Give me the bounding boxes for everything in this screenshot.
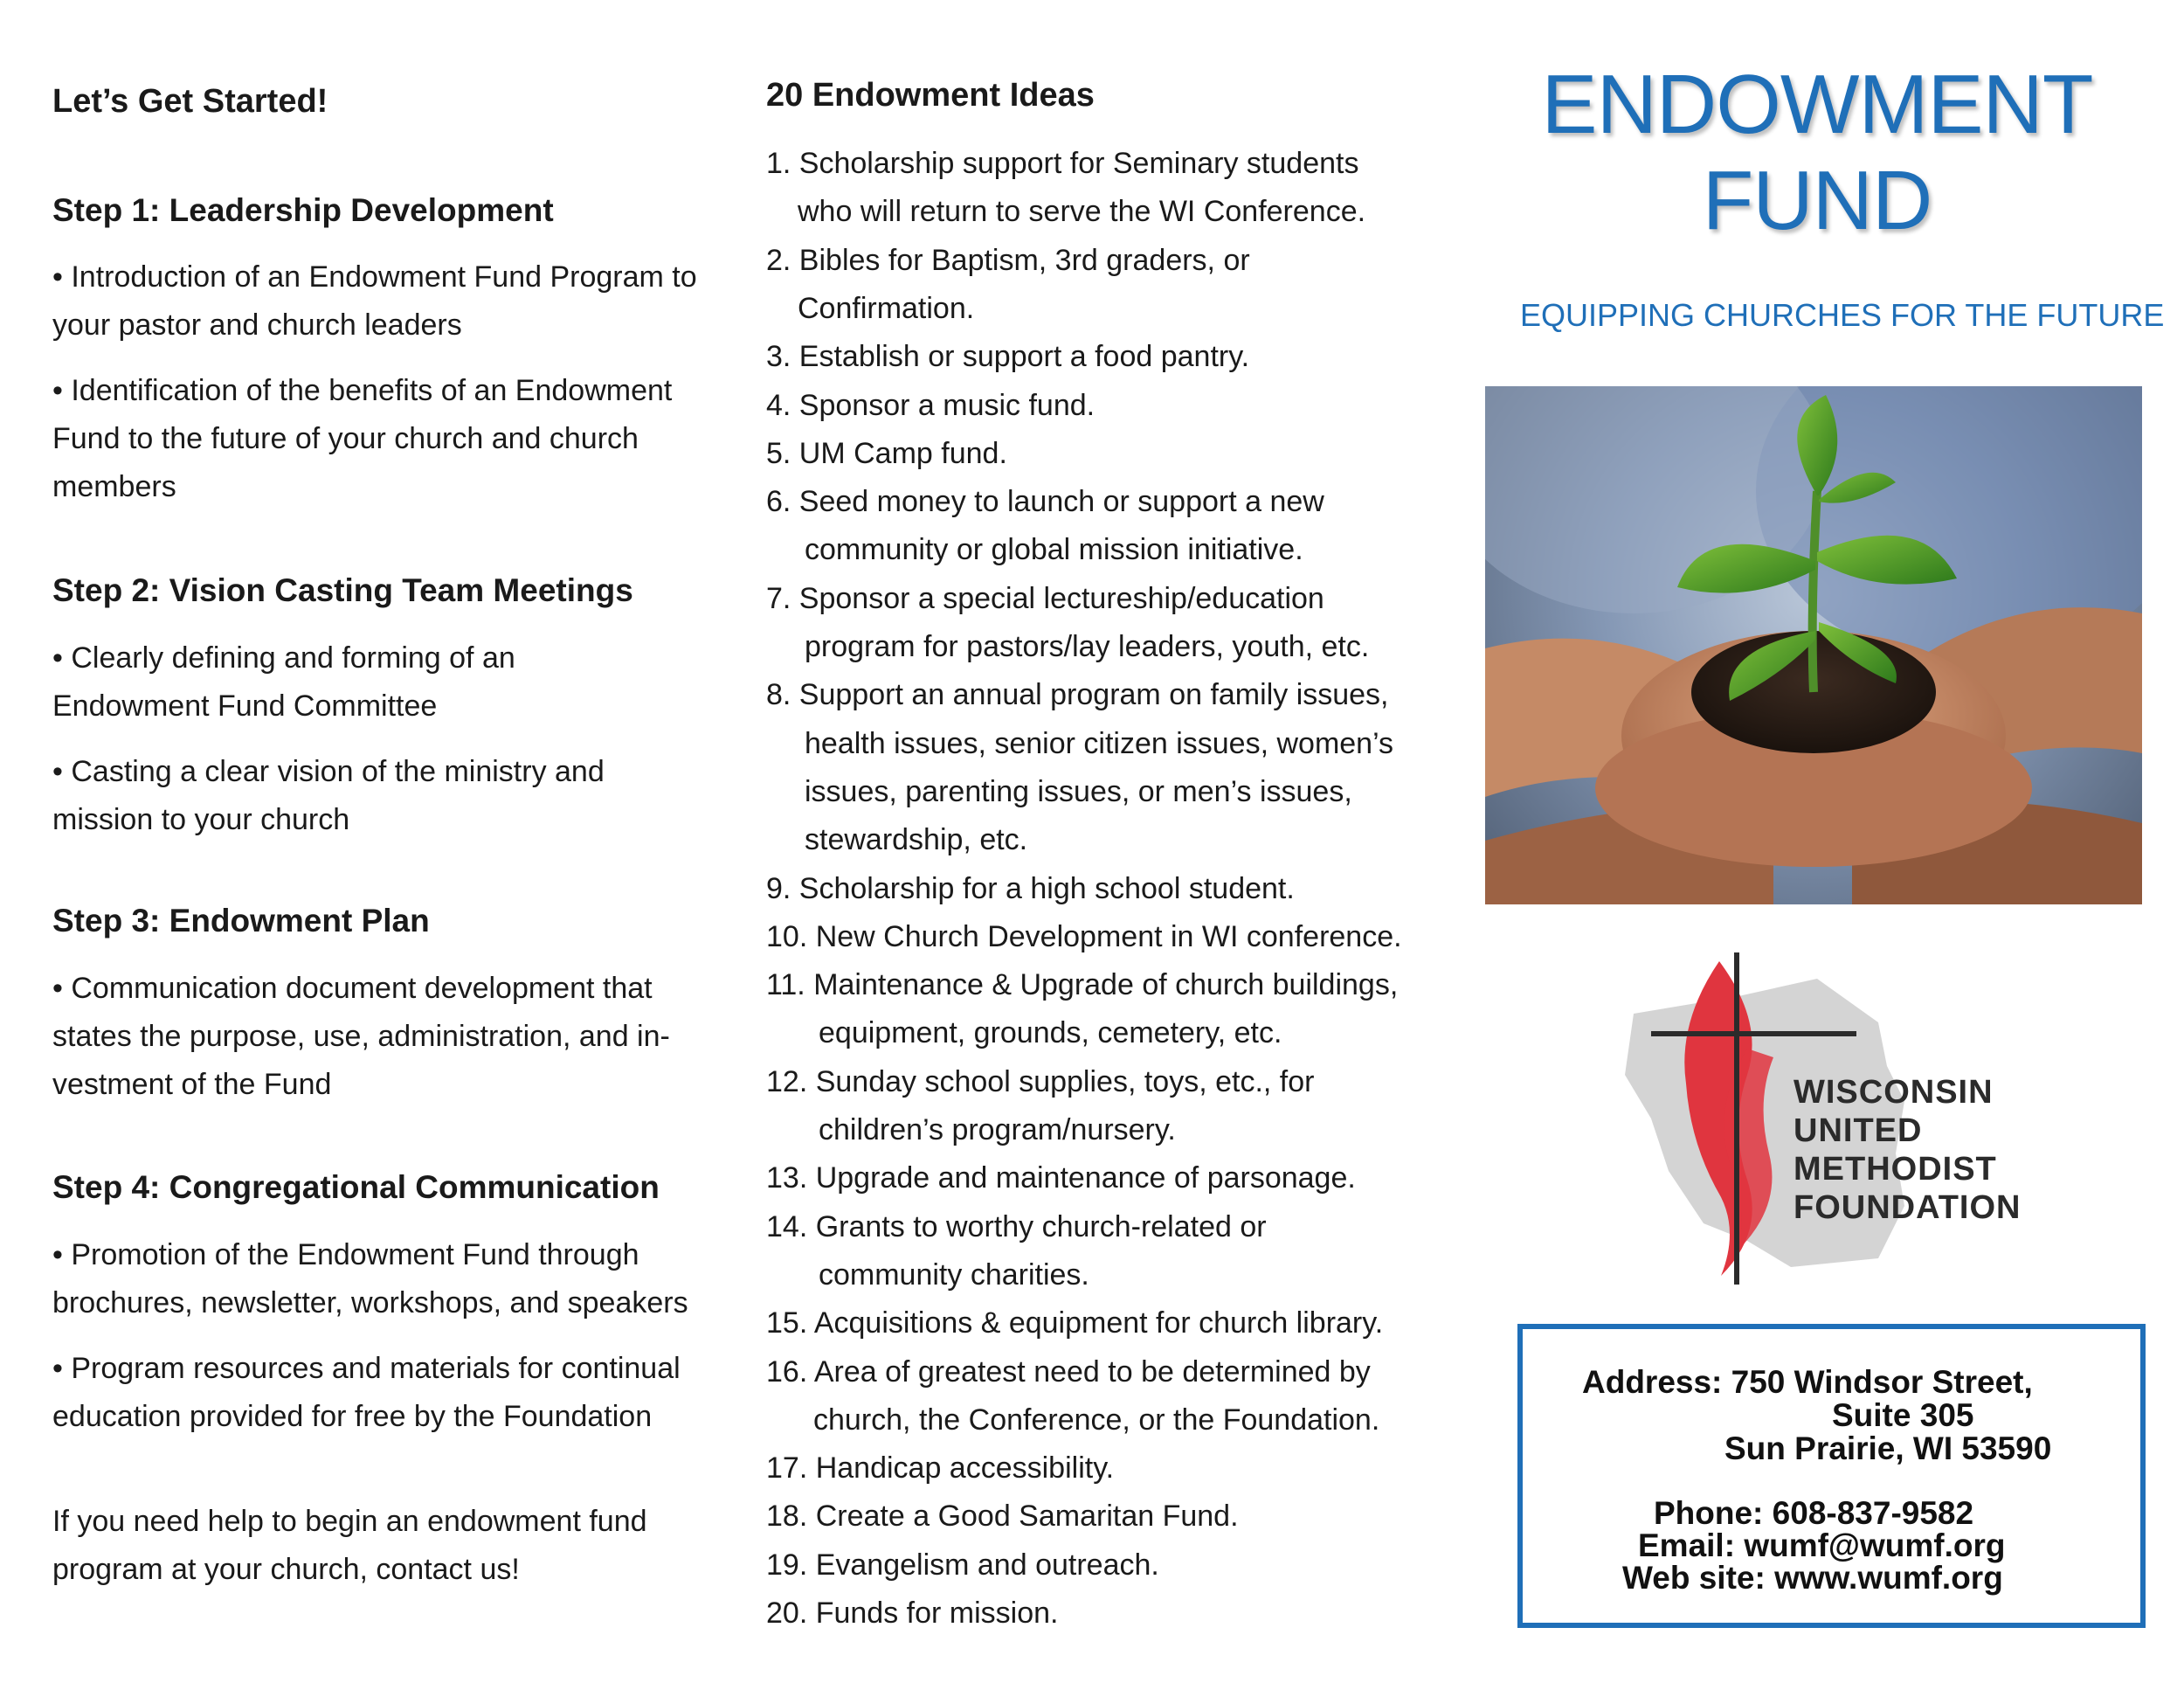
idea-line: program for pastors/lay leaders, youth, etc. [805, 630, 1370, 663]
text-line: • Clearly defining and forming of an [52, 641, 515, 675]
idea-line: 11. Maintenance & Upgrade of church buildings, [766, 968, 1399, 1002]
step-3-title: Step 3: Endowment Plan [52, 903, 430, 938]
idea-line: 6. Seed money to launch or support a new [766, 485, 1324, 519]
step-3-bullet-1 [52, 965, 751, 1109]
step-2-bullet-2 [52, 748, 751, 844]
idea-line: health issues, senior citizen issues, women’s [805, 726, 1394, 760]
text-line: • Program resources and materials for continual [52, 1352, 681, 1385]
cover-title-line-1: ENDOWMENT [1541, 58, 2093, 151]
idea-line: 2. Bibles for Baptism, 3rd graders, or [766, 243, 1250, 277]
idea-line: children’s program/nursery. [819, 1113, 1176, 1146]
idea-line: 12. Sunday school supplies, toys, etc., for [766, 1064, 1315, 1098]
logo-text-line: FOUNDATION [1794, 1189, 2022, 1226]
step-2-title: Step 2: Vision Casting Team Meetings [52, 572, 633, 608]
text-line: program at your church, contact us! [52, 1553, 520, 1586]
text-line: your pastor and church leaders [52, 308, 462, 342]
idea-line: 9. Scholarship for a high school student. [766, 871, 1295, 905]
text-line: vestment of the Fund [52, 1068, 332, 1101]
address-line-1: Address: 750 Windsor Street, [1582, 1364, 2033, 1400]
idea-line: 10. New Church Development in WI conference. [766, 919, 1402, 953]
idea-line: 1. Scholarship support for Seminary students [766, 147, 1359, 180]
idea-line: 4. Sponsor a music fund. [766, 388, 1095, 422]
idea-line: community charities. [819, 1257, 1089, 1292]
text-line: • Promotion of the Endowment Fund through [52, 1238, 639, 1271]
idea-line: equipment, grounds, cemetery, etc. [819, 1016, 1282, 1050]
step-4-bullet-2 [52, 1345, 751, 1441]
idea-line: Confirmation. [798, 291, 975, 325]
idea-line: 7. Sponsor a special lectureship/education [766, 581, 1324, 615]
closing-call-to-action [52, 1498, 751, 1594]
idea-line: 5. UM Camp fund. [766, 436, 1007, 470]
idea-line: church, the Conference, or the Foundation. [813, 1402, 1380, 1437]
wumf-logo [1616, 944, 2022, 1293]
idea-line: who will return to serve the WI Conference. [798, 195, 1366, 229]
idea-line: 15. Acquisitions & equipment for church library. [766, 1306, 1384, 1340]
logo-text-line: METHODIST [1794, 1151, 1997, 1188]
idea-line: stewardship, etc. [805, 823, 1028, 857]
idea-line: 8. Support an annual program on family issues, [766, 678, 1389, 712]
email-address: Email: wumf@wumf.org [1638, 1527, 2006, 1563]
text-line: mission to your church [52, 803, 350, 836]
idea-line: 18. Create a Good Samaritan Fund. [766, 1499, 1239, 1534]
logo-text-line: UNITED [1794, 1112, 1923, 1149]
text-line: If you need help to begin an endowment fund [52, 1505, 647, 1538]
foundation-name [1794, 1073, 2022, 1227]
ideas-title: 20 Endowment Ideas [766, 77, 1095, 114]
step-1-bullet-1 [52, 253, 751, 350]
text-line: Fund to the future of your church and church [52, 422, 639, 455]
text-line: • Identification of the benefits of an Endowment [52, 374, 673, 407]
idea-line: 3. Establish or support a food pantry. [766, 340, 1250, 374]
hands-holding-seedling-photo [1485, 386, 2142, 904]
step-4-title: Step 4: Congregational Communication [52, 1169, 660, 1205]
text-line: education provided for free by the Foundation [52, 1400, 653, 1433]
text-line: • Introduction of an Endowment Fund Program to [52, 260, 697, 294]
cover-title-line-2: FUND [1702, 154, 1932, 247]
text-line: states the purpose, use, administration, and in- [52, 1020, 670, 1053]
idea-line: 19. Evangelism and outreach. [766, 1548, 1159, 1582]
text-line: members [52, 470, 176, 503]
address-line-3: Sun Prairie, WI 53590 [1724, 1430, 2052, 1466]
idea-line: 14. Grants to worthy church-related or [766, 1209, 1267, 1243]
idea-line: 16. Area of greatest need to be determined by [766, 1354, 1371, 1389]
idea-line: 20. Funds for mission. [766, 1596, 1059, 1630]
address-line-2: Suite 305 [1832, 1397, 1974, 1433]
website-url: Web site: www.wumf.org [1622, 1560, 2003, 1596]
step-4-bullet-1 [52, 1231, 751, 1327]
step-1-bullet-2 [52, 367, 751, 511]
text-line: brochures, newsletter, workshops, and speakers [52, 1286, 688, 1319]
contact-info-box [1517, 1324, 2146, 1628]
idea-line: 17. Handicap accessibility. [766, 1451, 1115, 1486]
text-line: • Communication document development that [52, 972, 653, 1005]
idea-line: community or global mission initiative. [805, 533, 1303, 567]
seedling-illustration [1485, 386, 2142, 904]
text-line: • Casting a clear vision of the ministry and [52, 755, 605, 788]
step-1-title: Step 1: Leadership Development [52, 192, 554, 228]
lets-get-started-heading: Let’s Get Started! [52, 83, 328, 120]
text-line: Endowment Fund Committee [52, 689, 438, 723]
cover-tagline: EQUIPPING CHURCHES FOR THE FUTURE [1520, 297, 2165, 333]
logo-text-line: WISCONSIN [1794, 1074, 1994, 1111]
phone-number: Phone: 608-837-9582 [1654, 1495, 1974, 1531]
idea-line: 13. Upgrade and maintenance of parsonage. [766, 1161, 1356, 1195]
step-2-bullet-1 [52, 634, 751, 731]
idea-line: issues, parenting issues, or men’s issues, [805, 774, 1352, 808]
